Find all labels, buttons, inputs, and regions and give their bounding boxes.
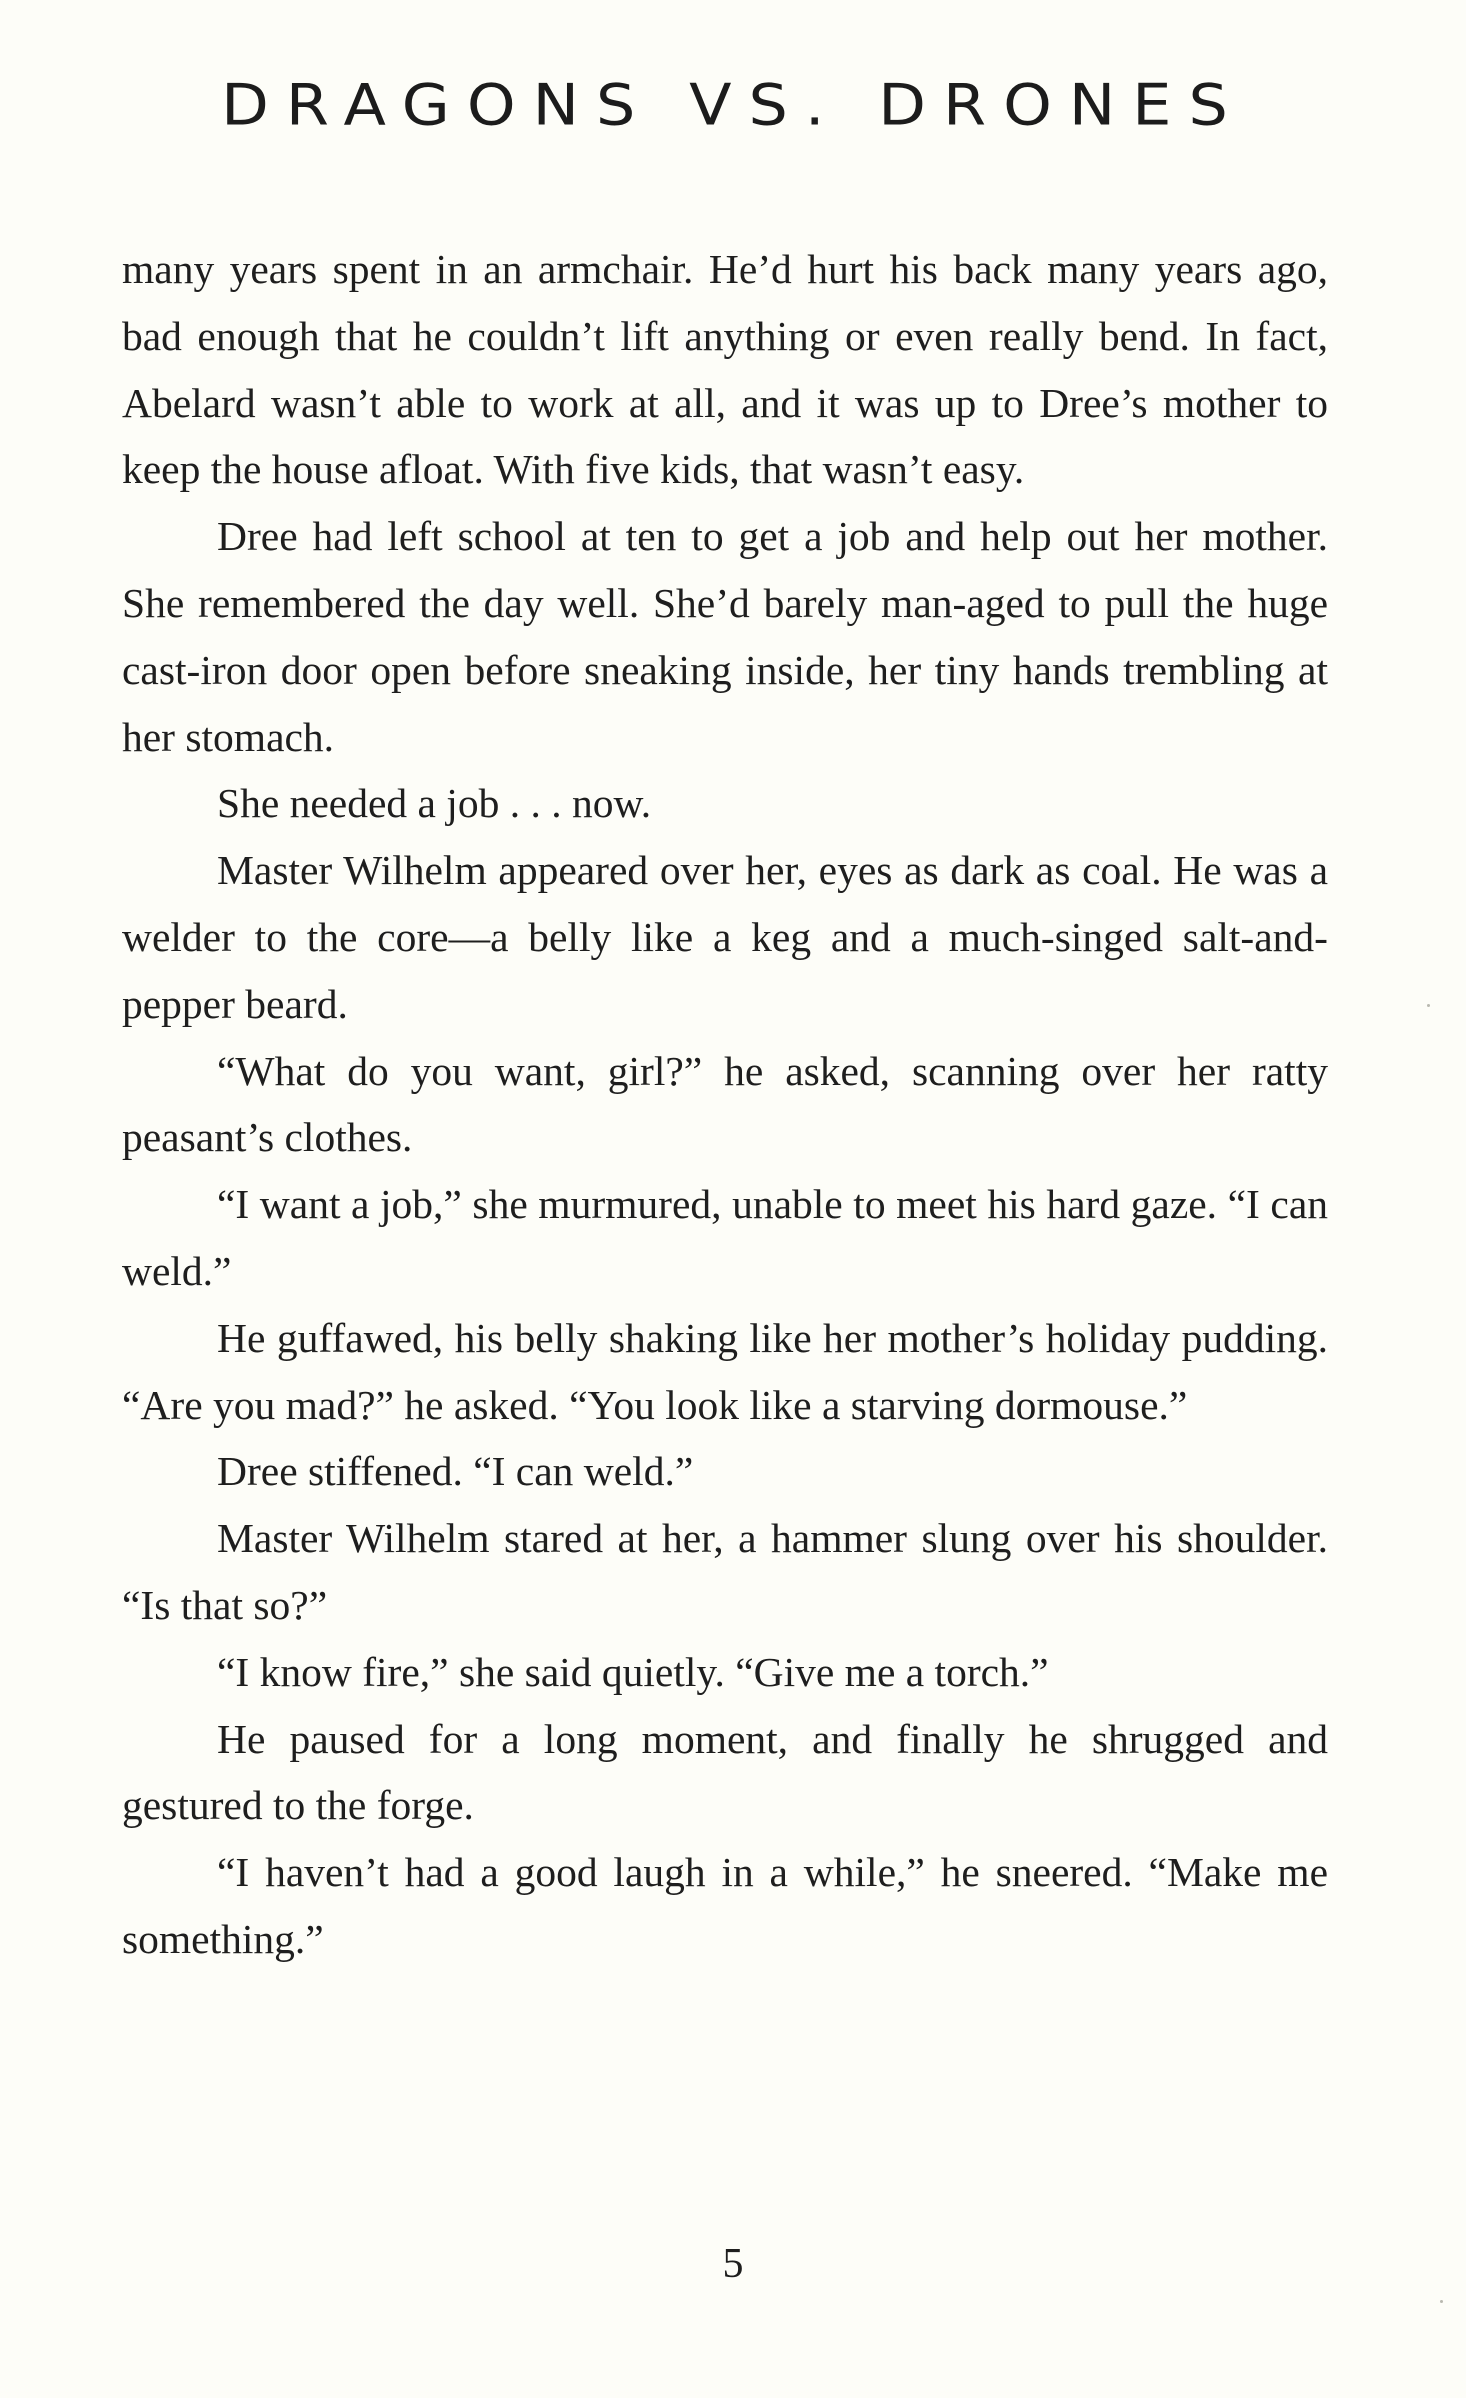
paragraph: She needed a job . . . now. <box>217 780 652 827</box>
paragraph: Dree stiffened. “I can weld.” <box>217 1448 694 1495</box>
paragraph: Dree had left school at ten to get a job and help out her mother. She remembered the day well. She’d barely man-aged to pull the huge cast-iron door open before sneaking inside, her tiny hands trembling at her stomach. <box>122 513 1328 760</box>
paper-speck <box>1440 2300 1443 2303</box>
paragraph: He paused for a long moment, and finally he shrugged and gestured to the forge. <box>122 1715 1328 1829</box>
paragraph: “I haven’t had a good laugh in a while,” he sneered. “Make me something.” <box>122 1849 1328 1962</box>
page-number: 5 <box>722 2241 744 2287</box>
paragraph: “I want a job,” she murmured, unable to meet his hard gaze. “I can weld.” <box>122 1181 1328 1294</box>
paragraph: Master Wilhelm stared at her, a hammer slung over his shoulder. “Is that so?” <box>122 1515 1328 1628</box>
paper-speck <box>1427 1004 1430 1007</box>
paragraph: many years spent in an armchair. He’d hurt his back many years ago, bad enough that he couldn’t lift anything or even really bend. In fact, Abelard wasn’t able to work at all, and it was up to Dree’s mother to keep the house afloat. With five kids, that wasn’t easy. <box>122 246 1328 493</box>
running-head-title: DRAGONS VS. DRONES <box>221 70 1245 139</box>
body-text <box>122 236 1328 1973</box>
paragraph: He guffawed, his belly shaking like her mother’s holiday pudding. “Are you mad?” he asked. “You look like a starving dormouse.” <box>122 1314 1328 1428</box>
paragraph: “What do you want, girl?” he asked, scanning over her ratty peasant’s clothes. <box>122 1047 1328 1161</box>
paragraph: Master Wilhelm appeared over her, eyes as dark as coal. He was a welder to the core—a belly like a keg and a much-singed salt-and-pepper beard. <box>122 847 1328 1027</box>
paragraph: “I know fire,” she said quietly. “Give me a torch.” <box>217 1648 1049 1695</box>
